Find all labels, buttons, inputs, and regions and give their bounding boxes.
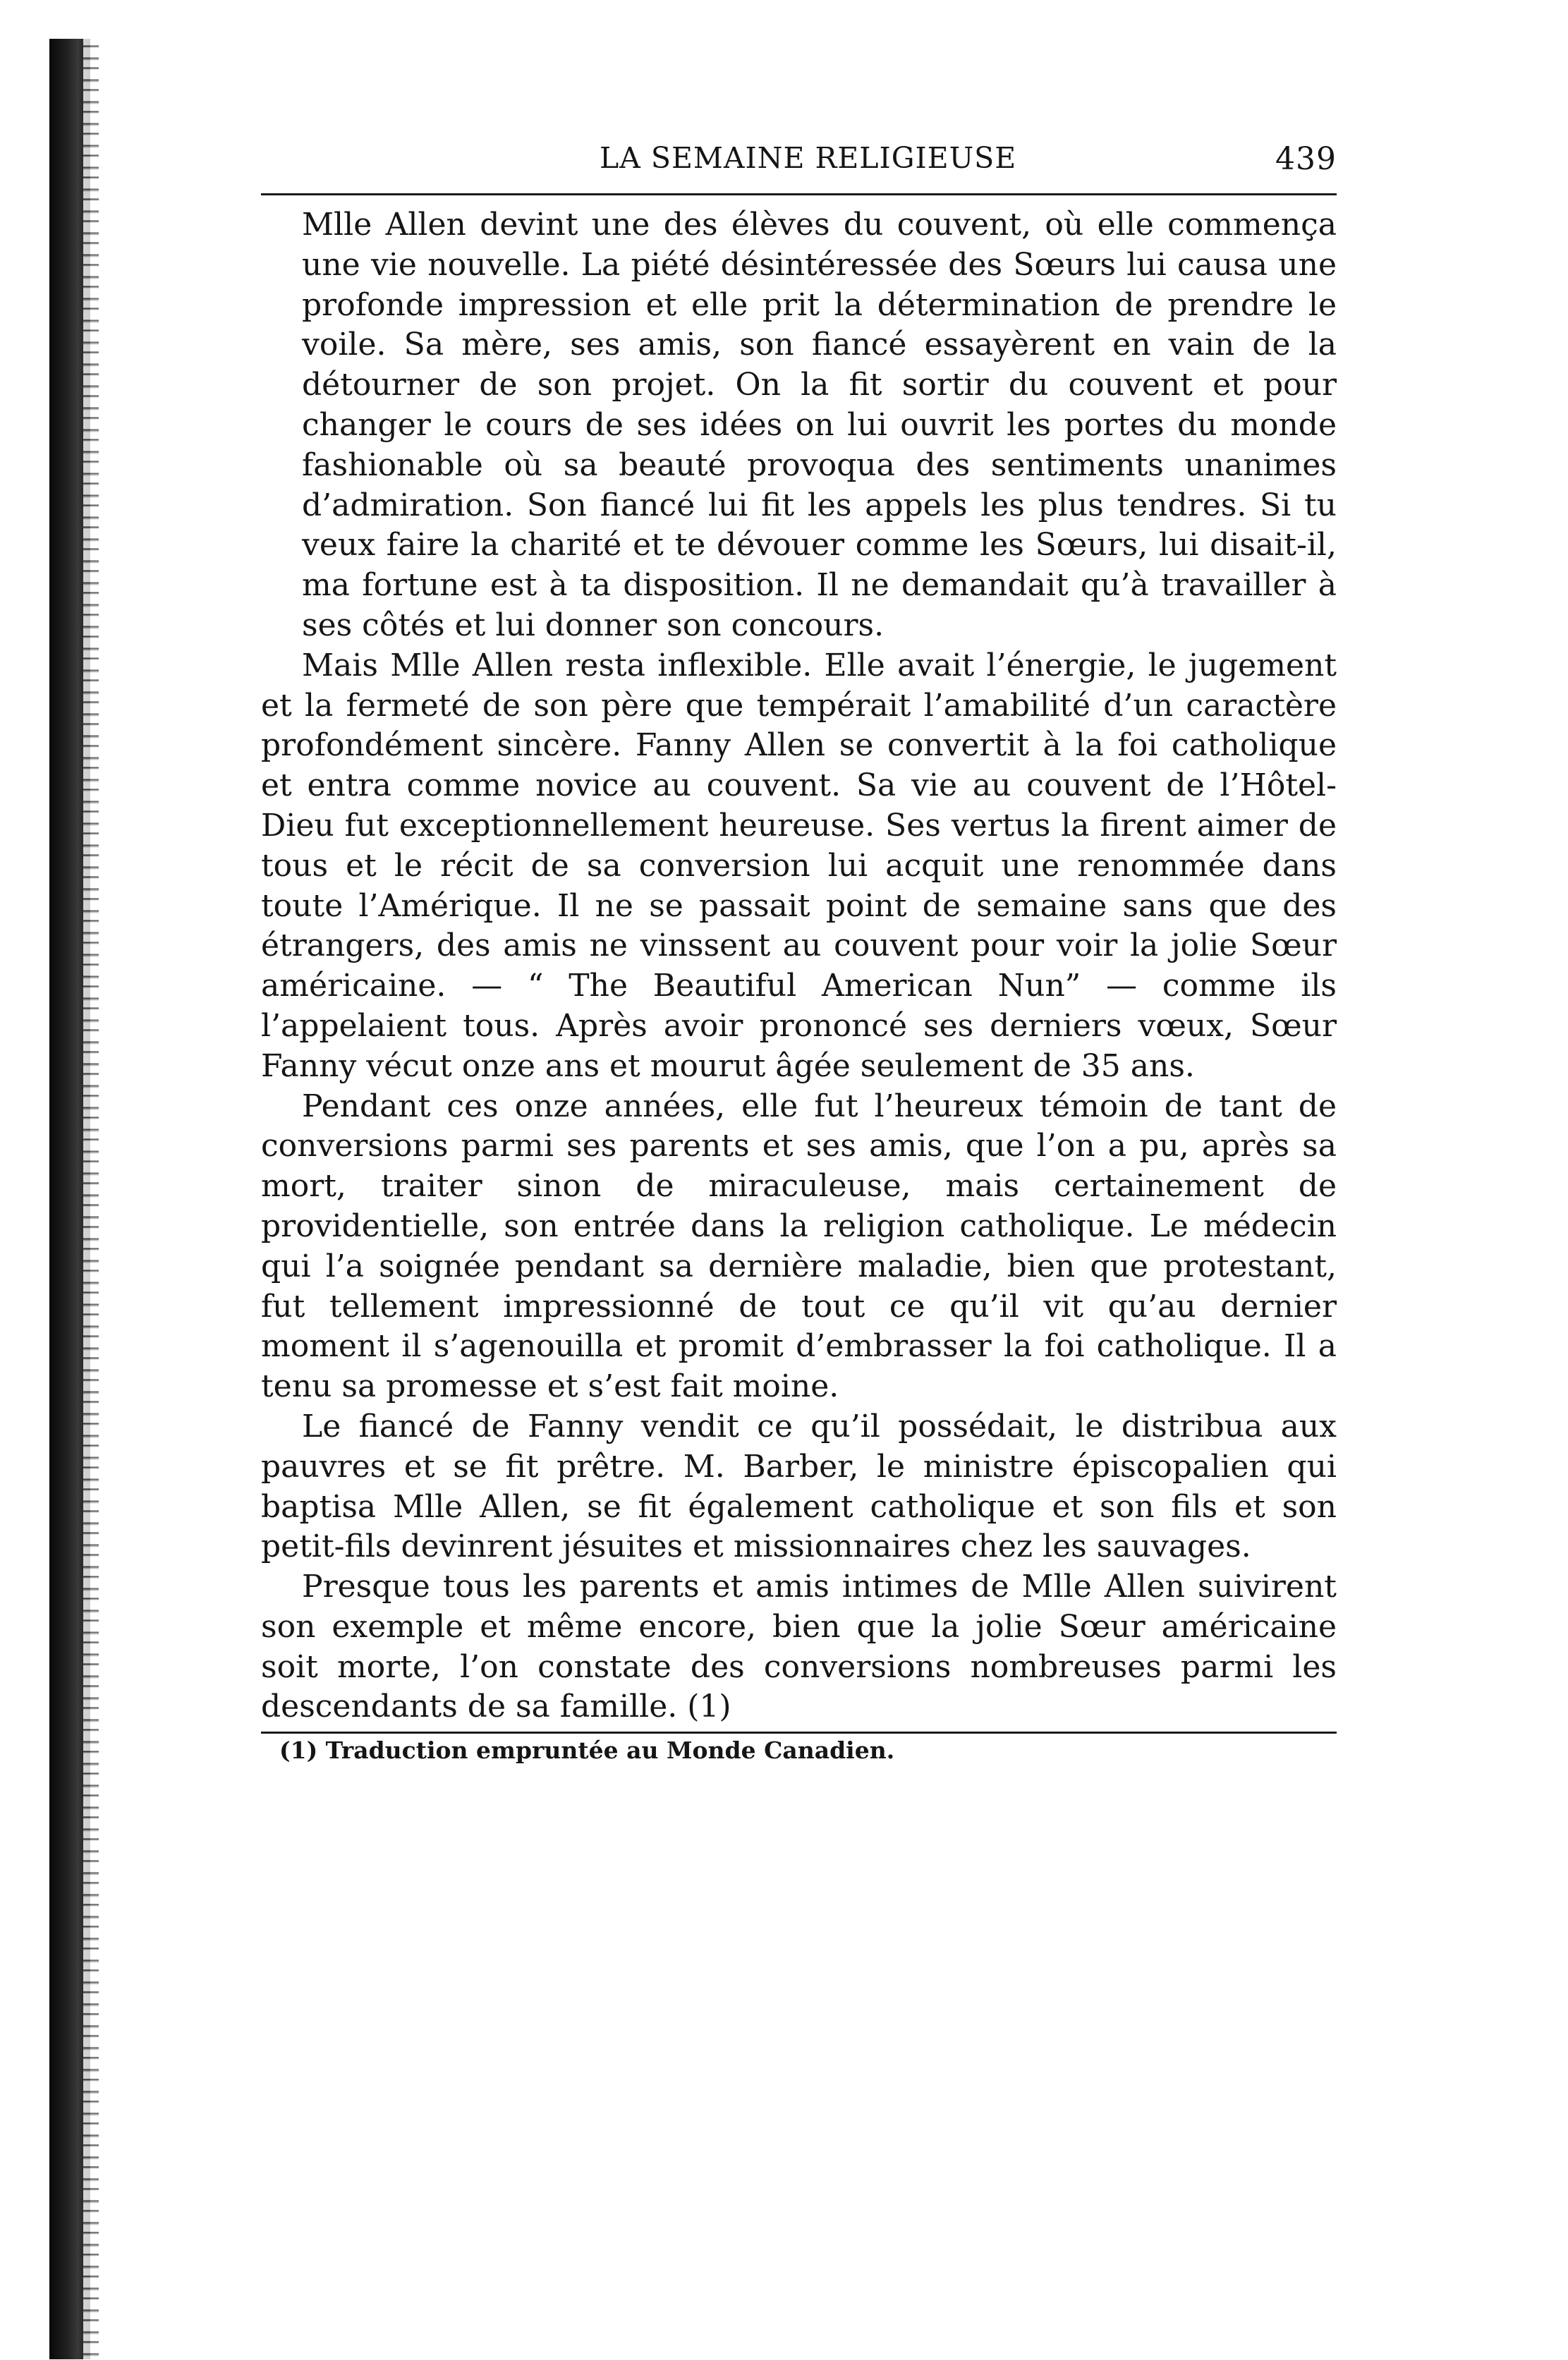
binding-scan-artifact xyxy=(83,39,99,2359)
page-header xyxy=(261,141,1337,190)
paragraph-4: Le fiancé de Fanny vendit ce qu’il possédait, le distribua aux pauvres et se fit prêtre. M. Barber, le ministre épiscopalien qui baptisa Mlle Allen, se fit également catholique et son fils et son petit-fils devinrent jésuites et missionnaires chez les sauvages. xyxy=(261,1408,1337,1565)
running-title: LA SEMAINE RELIGIEUSE xyxy=(600,141,1017,175)
paragraph-3: Pendant ces onze années, elle fut l’heureux témoin de tant de conversions parmi ses parents et ses amis, que l’on a pu, après sa mort, traiter sinon de miraculeuse, mais certainement de providentielle, son entrée dans la religion catholique. Le médecin qui l’a soignée pendant sa dernière maladie, bien que protestant, fut tellement impressionné de tout ce qu’il vit qu’au dernier moment il s’agenouilla et promit d’embrasser la foi catholique. Il a tenu sa promesse et s’est fait moine. xyxy=(261,1088,1337,1405)
footnote-rule xyxy=(261,1732,1337,1734)
header-rule xyxy=(261,193,1337,195)
paragraph-5: Presque tous les parents et amis intimes de Mlle Allen suivirent son exemple et même encore, bien que la jolie Sœur américaine soit morte, l’on constate des conversions nombreuses parmi les descendants de sa famille. (1) xyxy=(261,1569,1337,1725)
book-page xyxy=(261,141,1337,1765)
paragraph-2: Mais Mlle Allen resta inflexible. Elle avait l’énergie, le jugement et la fermeté de son père que tempérait l’amabilité d’un caractère profondément sincère. Fanny Allen se convertit à la foi catholique et entra comme novice au couvent. Sa vie au couvent de l’Hôtel-Dieu fut exceptionnellement heureuse. Ses vertus la firent aimer de tous et le récit de sa conversion lui acquit une renommée dans toute l’Amérique. Il ne se passait point de semaine sans que des étrangers, des amis ne vinssent au couvent pour voir la jolie Sœur américaine. — “ The Beautiful American Nun” — comme ils l’appelaient tous. Après avoir prononcé ses derniers vœux, Sœur Fanny vécut onze ans et mourut âgée seulement de 35 ans. xyxy=(261,647,1337,1084)
page-number: 439 xyxy=(1275,141,1337,177)
footnote: (1) Traduction empruntée au Monde Canadien. xyxy=(279,1736,895,1765)
body-text xyxy=(261,205,1337,1727)
paragraph-1: Mlle Allen devint une des élèves du couvent, où elle commença une vie nouvelle. La piété désintéressée des Sœurs lui causa une profonde impression et elle prit la détermination de prendre le voile. Sa mère, ses amis, son fiancé essayèrent en vain de la détourner de son projet. On la fit sortir du couvent et pour changer le cours de ses idées on lui ouvrit les portes du monde fashionable où sa beauté provoqua des sentiments unanimes d’admiration. Son fiancé lui fit les appels les plus tendres. Si tu veux faire la charité et te dévouer comme les Sœurs, lui disait-il, ma fortune est à ta disposition. Il ne demandait qu’à travailler à ses côtés et lui donner son concours. xyxy=(302,207,1337,643)
